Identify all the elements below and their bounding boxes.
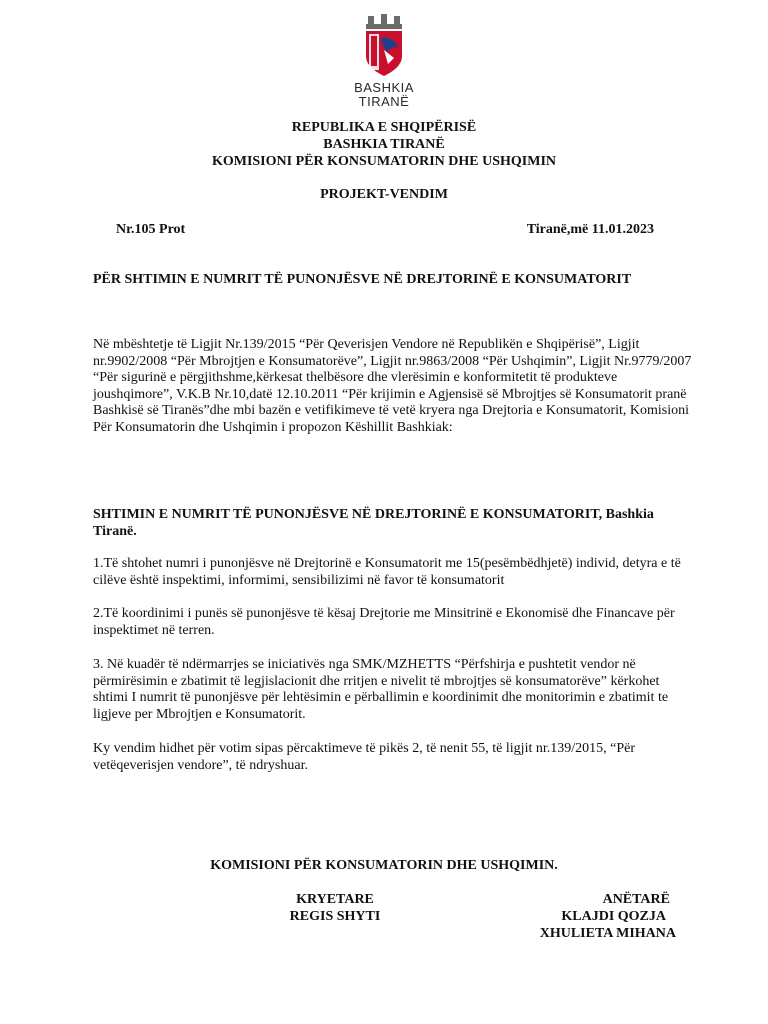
point-3: 3. Në kuadër të ndërmarrjes se iniciativës nga SMK/MZHETTS “Përfshirja e pushtetit vendor në përmirësimin e zbatimit të legjislacionit dhe rritjen e nivelit të mbrojtjes së konsumatorëve” kërkohet shtimi I numrit të punonjësve për lehtësimin e përballimin e koordinimit dhe monitorimin e zbatimit te ligjeve per Mbrojtjen e Konsumatorit. [93,657,669,722]
logo-line-2: TIRANË [358,94,410,109]
committee-name: KOMISIONI PËR KONSUMATORIN DHE USHQIMIN. [210,858,558,873]
member-2-name: XHULIETA MIHANA [539,926,676,941]
point-2: 2.Të koordinimi i punës së punonjësve të kësaj Drejtorie me Minsitrinë e Ekonomisë dhe Financave për inspektimet në terren. [93,606,675,638]
chair-title: KRYETARE [296,892,374,907]
header-municipality: BASHKIA TIRANË [323,137,445,152]
place-date: Tiranë,më 11.01.2023 [526,222,654,237]
bashkia-tirane-logo [354,14,414,78]
closing-paragraph: Ky vendim hidhet për votim sipas përcaktimeve të pikës 2, të nenit 55, të ligjit nr.139/2015, “Për vetëqeverisjen vendore”, të ndryshuar. [93,741,636,773]
document-type: PROJEKT-VENDIM [320,187,448,202]
header-country: REPUBLIKA E SHQIPËRISË [291,120,477,135]
chair-name: REGIS SHYTI [289,909,381,924]
logo-line-1: BASHKIA [354,80,414,95]
members-title: ANËTARË [602,892,670,907]
subject-title: PËR SHTIMIN E NUMRIT TË PUNONJËSVE NË DREJTORINË E KONSUMATORIT [93,272,632,287]
preamble-paragraph: Në mbështetje të Ligjit Nr.139/2015 “Për Qeverisjen Vendore në Republikën e Shqipërisë”, Ligjit nr.9902/2008 “Për Mbrojtjen e Konsumatorëve”, Ligjit nr.9863/2008 “Për Ushqimin”, Ligjit Nr.9779/2007 “Për sigurinë e përgjithshme,kërkesat thelbësore dhe vlerësimin e konformitetit të produkteve joushqimore”, V.K.B Nr.10,datë 12.10.2011 “Për krijimin e Agjensisë së Mbrojtjes së Konsumatorit pranë Bashkisë së Tiranës”dhe mbi bazën e vetifikimeve të vetë kryera nga Drejtoria e Konsumatorit, Komisioni Për Konsumatorin dhe Ushqimin i propozon Këshillit Bashkiak: [93,337,692,435]
decision-title: SHTIMIN E NUMRIT TË PUNONJËSVE NË DREJTORINË E KONSUMATORIT, Bashkia Tiranë. [93,507,654,539]
protocol-number: Nr.105 Prot [116,222,186,237]
header-commission: KOMISIONI PËR KONSUMATORIN DHE USHQIMIN [211,154,557,169]
crown-icon [366,14,402,29]
point-1: 1.Të shtohet numri i punonjësve në Drejtorinë e Konsumatorit me 15(pesëmbëdhjetë) individ, detyra e të cilëve është inspektimi, informimi, sensibilizimi në favor të konsumatorit [93,556,681,588]
member-1-name: KLAJDI QOZJA [561,909,666,924]
